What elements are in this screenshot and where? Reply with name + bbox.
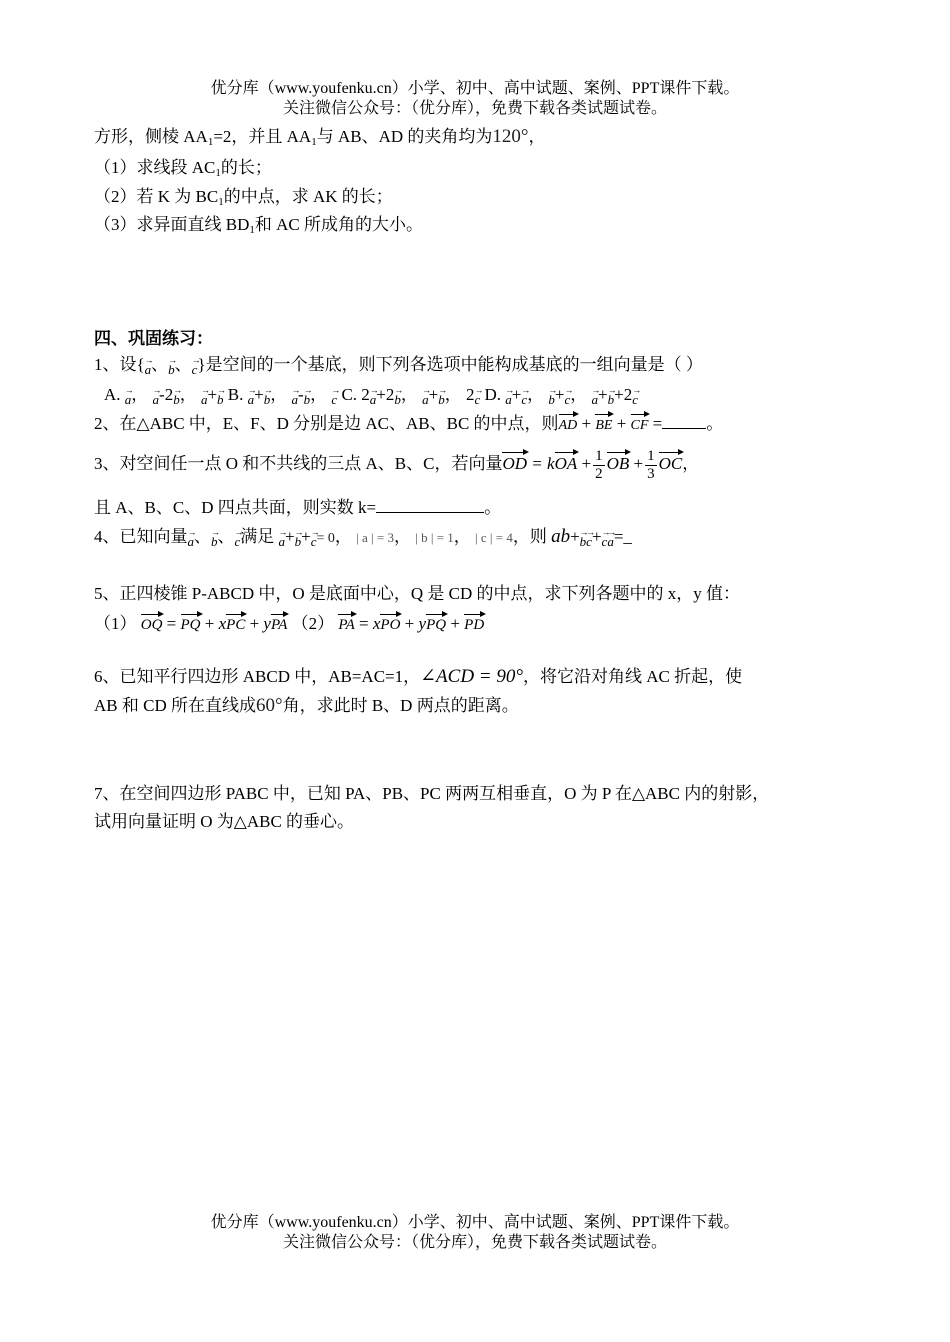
option-c: C. 2→ a+2→ b， → a+→ b， 2→ c <box>341 385 480 404</box>
prev-question-1: （1）求线段 $AC_1$的长； <box>94 158 272 179</box>
prev-question-3: （3）求异面直线 $BD_1$和 AC 所成角的大小。 <box>94 215 423 236</box>
question-6-line-2: AB 和 CD 所在直线成60°角，求此时 B、D 两点的距离。 <box>94 695 519 716</box>
angle-120: 120° <box>492 126 529 147</box>
page-header <box>0 79 950 119</box>
page-footer <box>0 1213 950 1253</box>
answer-blank[interactable] <box>662 428 706 429</box>
footer-line-2: 关注微信公众号：（优分库），免费下载各类试题试卷。 <box>282 1234 667 1251</box>
question-7-line-1: 7、在空间四边形 PABC 中，已知 PA、PB、PC 两两互相垂直，O 为 P 在△ABC 内的射影， <box>94 784 770 803</box>
question-1-options <box>104 384 638 406</box>
question-2: 2、在△ABC 中，E、F、D 分别是边 AC、AB、BC 的中点，则AD + BE + CF = 。 <box>94 414 724 433</box>
fraction-third: $\frac{1}{3}$ <box>647 447 655 482</box>
question-5-parts: （1） OQ = PQ + xPC + yPA （2） PA = xPO + yPQ + PD <box>94 614 485 633</box>
angle-acd: ∠ACD = 90° <box>420 666 523 687</box>
question-7-line-2: 试用向量证明 O 为△ABC 的垂心。 <box>94 812 355 831</box>
option-b: B. → a+→ b， → a-→ b， → c <box>228 385 337 404</box>
question-5-stem: 5、正四棱锥 P-ABCD 中，O 是底面中心，Q 是 CD 的中点，求下列各题中的 x，y 值： <box>94 584 741 603</box>
option-a: A. → a， → a-2→ b， → a+→ b <box>104 385 224 404</box>
fraction-half: $\frac{1}{2}$ <box>595 447 603 482</box>
question-3-line-1: 3、对空间任一点 O 和不共线的三点 A、B、C，若向量OD = kOA + $\frac{1}{2}$ OB + $\frac{1}{3}$ OC， <box>94 447 700 482</box>
answer-blank-k[interactable] <box>376 512 484 513</box>
question-4: 4、已知向量→ a、→ b、→ c满足 → a+→ b+→ c= 0， | a | = 3， | b | = 1， | c | = 4，则 ab+→ b→ c+→ c→ a=_ <box>94 526 632 550</box>
header-line-2: 关注微信公众号：（优分库），免费下载各类试题试卷。 <box>282 100 667 117</box>
question-3-line-2: 且 A、B、C、D 四点共面，则实数 k= 。 <box>94 498 502 517</box>
header-line-1: 优分库（www.youfenku.cn）小学、初中、高中试题、案例、PPT课件下载。 <box>210 80 740 97</box>
prev-question-2: （2）若 K 为 $BC_1$的中点，求 AK 的长； <box>94 187 393 208</box>
prev-problem-intro: 方形，侧棱 $AA_1=2$，并且 $AA_1$与 AB、AD 的夹角均为120°， <box>94 126 546 148</box>
question-6-line-1: 6、已知平行四边形 ABCD 中，AB=AC=1，∠ACD = 90°，将它沿对角线 AC 折起，使 <box>94 666 743 687</box>
option-d: D. → a+→ c， → b+→ c， → a+→ b+2→ c <box>485 385 639 404</box>
footer-line-1: 优分库（www.youfenku.cn）小学、初中、高中试题、案例、PPT课件下载。 <box>210 1214 740 1231</box>
question-1-stem: 1、设{→ a、→ b、→ c}是空间的一个基底，则下列各选项中能构成基底的一组向量是（ ） <box>94 354 703 376</box>
section-title: 四、巩固练习： <box>94 329 213 348</box>
